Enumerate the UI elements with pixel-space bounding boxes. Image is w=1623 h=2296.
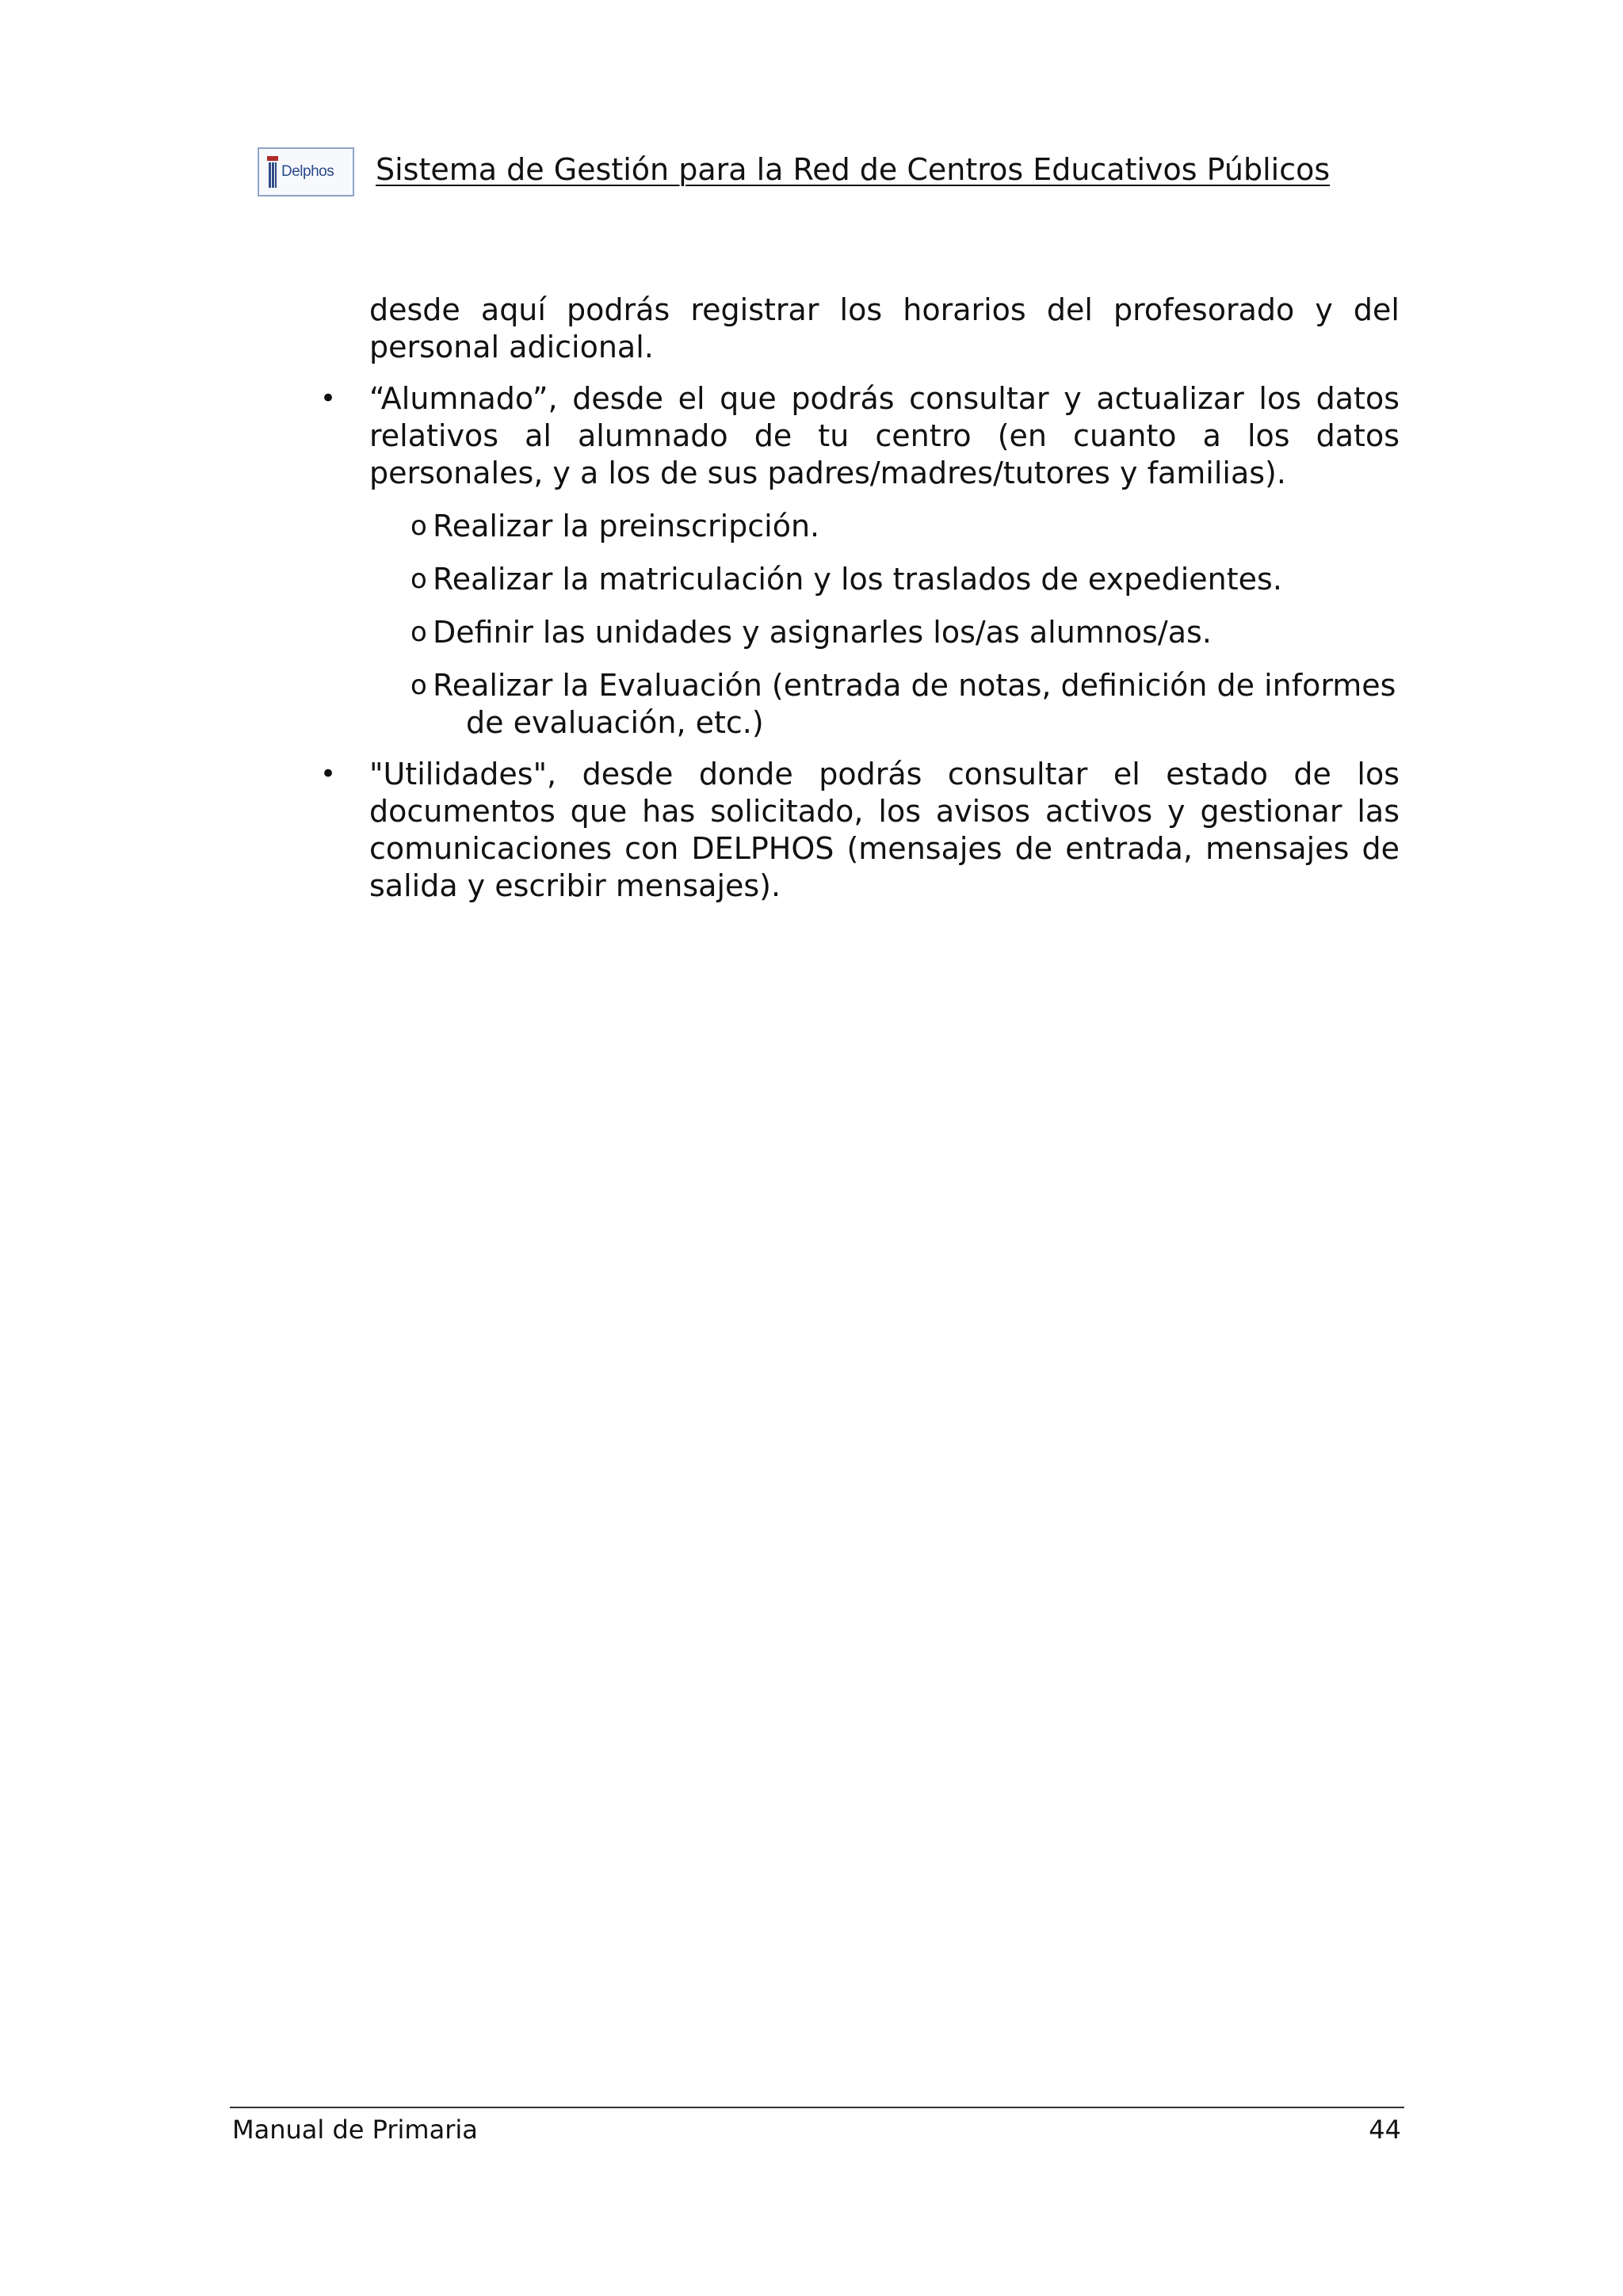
- delphos-logo: [258, 147, 354, 196]
- sub-item-text: Realizar la Evaluación (entrada de notas, definición de informes: [433, 668, 1396, 703]
- sub-item: [411, 508, 1400, 545]
- bullet-marker: •: [320, 758, 337, 790]
- bullet-marker: •: [320, 383, 337, 414]
- column-icon: [267, 156, 278, 188]
- intro-paragraph: desde aquí podrás registrar los horarios del profesorado y del personal adicional.: [369, 292, 1400, 364]
- sub-item-text: Definir las unidades y asignarles los/as alumnos/as.: [433, 615, 1212, 650]
- footer-manual-title: Manual de Primaria: [232, 2115, 478, 2145]
- header-title: Sistema de Gestión para la Red de Centros Educativos Públicos: [376, 152, 1331, 187]
- bullet-text: “Alumnado”, desde el que podrás consultar y actualizar los datos relativos al alumnado de tu centro (en cuanto a los datos personales, y a los de sus padres/madres/tutores y familias).: [369, 381, 1400, 490]
- sub-marker: o: [411, 563, 427, 595]
- page-number: 44: [1369, 2115, 1401, 2145]
- sub-item-text: Realizar la matriculación y los traslados de expedientes.: [433, 562, 1282, 597]
- sub-item-continuation: de evaluación, etc.): [466, 705, 764, 740]
- sub-item: [411, 667, 1400, 742]
- sub-marker: o: [411, 616, 427, 648]
- logo-text: Delphos: [281, 163, 334, 180]
- sub-marker: o: [411, 510, 427, 542]
- document-body: [320, 292, 1400, 905]
- sub-item-text: Realizar la preinscripción.: [433, 509, 820, 543]
- bullet-text: "Utilidades", desde donde podrás consultar el estado de los documentos que has solicitado, los avisos activos y gestionar las comunicaciones con DELPHOS (mensajes de entrada, mensajes de salida y escribir mensajes).: [369, 757, 1400, 903]
- bullet-item-alumnado: [320, 380, 1400, 492]
- sub-marker: o: [411, 669, 427, 701]
- sub-item: [411, 614, 1400, 651]
- footer-divider: [230, 2107, 1404, 2108]
- sub-item: [411, 561, 1400, 598]
- bullet-item-utilidades: [320, 756, 1400, 905]
